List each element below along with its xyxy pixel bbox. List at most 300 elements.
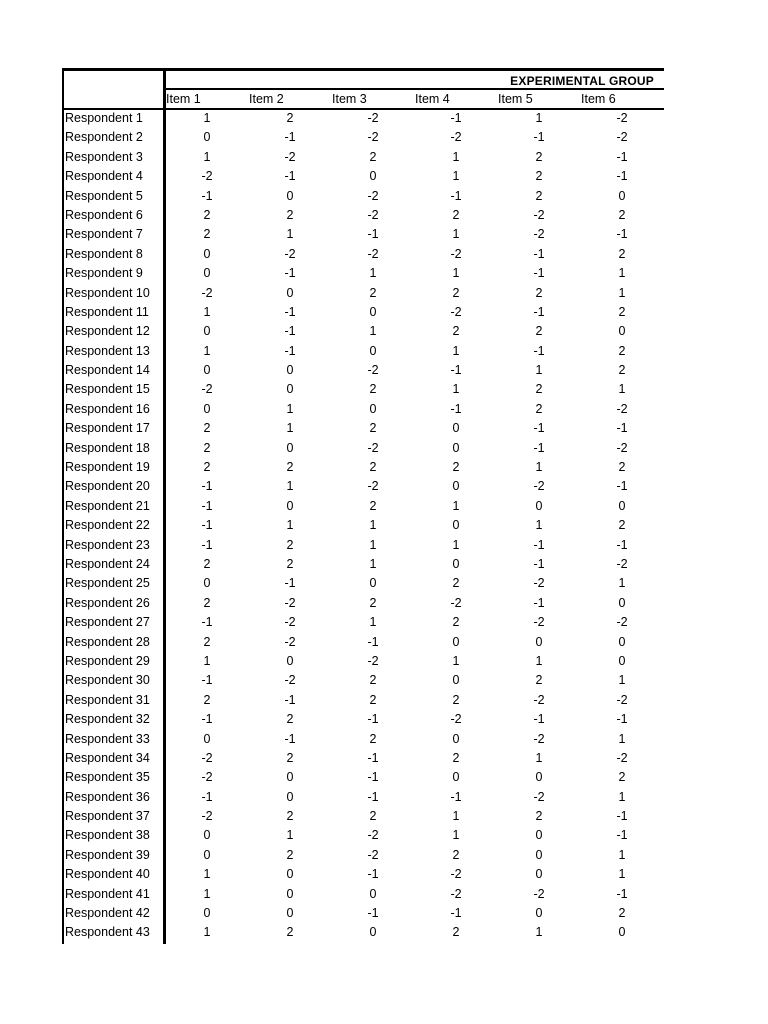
- table-cell: 2: [618, 770, 626, 785]
- table-cell: -1: [533, 595, 545, 610]
- table-cell: 0: [452, 421, 460, 436]
- table-cell: 0: [286, 382, 294, 397]
- table-cell: 2: [618, 246, 626, 261]
- table-cell: 2: [535, 188, 543, 203]
- table-row: [62, 167, 664, 186]
- row-label: Respondent 38: [65, 828, 150, 843]
- table-cell: 2: [369, 285, 377, 300]
- row-label: Respondent 13: [65, 343, 150, 358]
- table-row: [62, 400, 664, 419]
- table-cell: -2: [533, 789, 545, 804]
- table-cell: 1: [452, 169, 460, 184]
- table-cell: 0: [369, 925, 377, 940]
- column-header-item-1: Item 1: [166, 92, 201, 106]
- table-cell: 2: [286, 460, 294, 475]
- table-row: [62, 865, 664, 884]
- table-cell: 1: [452, 653, 460, 668]
- table-cell: 0: [286, 498, 294, 513]
- table-cell: 2: [535, 285, 543, 300]
- table-cell: -2: [201, 169, 213, 184]
- table-cell: 0: [369, 886, 377, 901]
- table-cell: 2: [203, 421, 211, 436]
- table-row: [62, 128, 664, 147]
- table-cell: 1: [286, 227, 294, 242]
- table-cell: 0: [369, 304, 377, 319]
- table-cell: 0: [452, 556, 460, 571]
- table-cell: 1: [452, 809, 460, 824]
- table-cell: 2: [452, 285, 460, 300]
- table-cell: 2: [203, 556, 211, 571]
- table-cell: -1: [201, 498, 213, 513]
- table-cell: 0: [535, 847, 543, 862]
- table-row: [62, 439, 664, 458]
- table-cell: 0: [369, 576, 377, 591]
- table-cell: -1: [367, 227, 379, 242]
- table-cell: 1: [369, 324, 377, 339]
- row-label: Respondent 29: [65, 653, 150, 668]
- table-cell: 2: [203, 595, 211, 610]
- table-cell: 0: [203, 731, 211, 746]
- table-row: [62, 477, 664, 496]
- column-header-row: [62, 90, 664, 109]
- row-label: Respondent 16: [65, 401, 150, 416]
- table-cell: 1: [618, 731, 626, 746]
- table-cell: 2: [369, 421, 377, 436]
- row-label: Respondent 2: [65, 130, 143, 145]
- table-cell: 2: [452, 576, 460, 591]
- table-row: [62, 187, 664, 206]
- table-cell: 0: [535, 867, 543, 882]
- table-cell: -1: [533, 343, 545, 358]
- row-label: Respondent 19: [65, 460, 150, 475]
- table-cell: -1: [367, 906, 379, 921]
- table-cell: 1: [535, 925, 543, 940]
- table-cell: -2: [450, 130, 462, 145]
- row-label: Respondent 41: [65, 886, 150, 901]
- table-cell: -2: [533, 692, 545, 707]
- column-header-item-3: Item 3: [332, 92, 367, 106]
- table-row: [62, 458, 664, 477]
- table-cell: 2: [452, 324, 460, 339]
- table-cell: 2: [452, 207, 460, 222]
- table-cell: 2: [369, 382, 377, 397]
- table-cell: 1: [535, 460, 543, 475]
- table-cell: -2: [450, 886, 462, 901]
- table-cell: -1: [616, 227, 628, 242]
- table-row: [62, 574, 664, 593]
- table-row: [62, 322, 664, 341]
- table-cell: 1: [203, 149, 211, 164]
- table-cell: -2: [616, 130, 628, 145]
- table-cell: 1: [618, 673, 626, 688]
- table-cell: 2: [369, 149, 377, 164]
- table-cell: -2: [201, 750, 213, 765]
- table-cell: 0: [618, 324, 626, 339]
- table-cell: 2: [286, 925, 294, 940]
- table-cell: 1: [286, 479, 294, 494]
- column-header-item-2: Item 2: [249, 92, 284, 106]
- table-cell: -2: [450, 304, 462, 319]
- table-cell: -2: [284, 634, 296, 649]
- table-cell: -1: [284, 169, 296, 184]
- table-cell: 2: [452, 460, 460, 475]
- table-row: [62, 361, 664, 380]
- table-cell: 2: [369, 673, 377, 688]
- table-cell: 1: [369, 615, 377, 630]
- row-label: Respondent 32: [65, 712, 150, 727]
- row-label: Respondent 43: [65, 925, 150, 940]
- table-cell: 0: [535, 770, 543, 785]
- table-cell: -1: [284, 266, 296, 281]
- table-cell: -2: [616, 556, 628, 571]
- table-cell: 1: [535, 363, 543, 378]
- table-row: [62, 264, 664, 283]
- table-cell: 0: [452, 770, 460, 785]
- table-cell: -2: [367, 188, 379, 203]
- row-label: Respondent 3: [65, 149, 143, 164]
- table-cell: -1: [533, 266, 545, 281]
- table-cell: -2: [367, 111, 379, 125]
- table-cell: -1: [450, 111, 462, 125]
- table-cell: 1: [369, 556, 377, 571]
- table-cell: -1: [450, 789, 462, 804]
- table-row: [62, 885, 664, 904]
- row-label: Respondent 26: [65, 595, 150, 610]
- table-cell: 2: [203, 440, 211, 455]
- row-label: Respondent 20: [65, 479, 150, 494]
- row-label: Respondent 7: [65, 227, 143, 242]
- table-cell: 2: [203, 460, 211, 475]
- row-label: Respondent 37: [65, 809, 150, 824]
- table-cell: 0: [618, 925, 626, 940]
- table-cell: 1: [452, 266, 460, 281]
- table-cell: -1: [533, 246, 545, 261]
- table-cell: -2: [616, 111, 628, 125]
- table-cell: 0: [286, 906, 294, 921]
- table-cell: -1: [616, 149, 628, 164]
- table-cell: 1: [452, 343, 460, 358]
- row-label: Respondent 14: [65, 363, 150, 378]
- table-row: [62, 710, 664, 729]
- column-header-item-4: Item 4: [415, 92, 450, 106]
- table-cell: 1: [286, 401, 294, 416]
- table-cell: -2: [616, 750, 628, 765]
- row-label: Respondent 31: [65, 692, 150, 707]
- table-cell: 1: [618, 576, 626, 591]
- row-label: Respondent 12: [65, 324, 150, 339]
- table-cell: 0: [286, 285, 294, 300]
- table-cell: -2: [450, 712, 462, 727]
- table-cell: 1: [203, 343, 211, 358]
- table-cell: 1: [203, 886, 211, 901]
- table-cell: 2: [535, 169, 543, 184]
- table-cell: 1: [618, 382, 626, 397]
- table-cell: 2: [286, 809, 294, 824]
- table-cell: -2: [367, 847, 379, 862]
- table-cell: 1: [286, 518, 294, 533]
- row-label: Respondent 30: [65, 673, 150, 688]
- table-cell: 0: [618, 634, 626, 649]
- table-cell: -2: [616, 692, 628, 707]
- table-cell: -1: [201, 188, 213, 203]
- row-label: Respondent 33: [65, 731, 150, 746]
- table-cell: -1: [201, 712, 213, 727]
- table-cell: -2: [367, 479, 379, 494]
- table-cell: 0: [618, 653, 626, 668]
- table-cell: -1: [284, 731, 296, 746]
- table-cell: -2: [533, 886, 545, 901]
- table-cell: 1: [618, 266, 626, 281]
- table-cell: 2: [452, 847, 460, 862]
- table-cell: -1: [367, 750, 379, 765]
- table-cell: 0: [369, 169, 377, 184]
- table-cell: -1: [616, 537, 628, 552]
- row-label: Respondent 24: [65, 556, 150, 571]
- table-cell: 1: [535, 111, 543, 125]
- table-cell: -1: [450, 906, 462, 921]
- row-label: Respondent 21: [65, 498, 150, 513]
- table-cell: 0: [203, 130, 211, 145]
- table-row: [62, 633, 664, 652]
- row-label: Respondent 36: [65, 789, 150, 804]
- table-cell: 2: [535, 149, 543, 164]
- table-cell: 1: [618, 867, 626, 882]
- table-cell: 2: [369, 595, 377, 610]
- table-cell: 1: [452, 828, 460, 843]
- table-cell: 0: [203, 324, 211, 339]
- table-cell: 2: [452, 750, 460, 765]
- column-header-item-5: Item 5: [498, 92, 533, 106]
- table-cell: 0: [618, 498, 626, 513]
- table-row: [62, 555, 664, 574]
- table-cell: 0: [203, 847, 211, 862]
- table-cell: 1: [203, 653, 211, 668]
- table-cell: 2: [452, 615, 460, 630]
- table-cell: 0: [535, 906, 543, 921]
- row-label: Respondent 15: [65, 382, 150, 397]
- table-cell: 2: [535, 382, 543, 397]
- table-cell: 2: [535, 401, 543, 416]
- table-cell: -2: [284, 615, 296, 630]
- table-cell: 0: [369, 401, 377, 416]
- table-row: [62, 536, 664, 555]
- table-cell: 0: [286, 188, 294, 203]
- table-cell: -1: [616, 809, 628, 824]
- table-cell: -1: [533, 440, 545, 455]
- table-cell: 2: [452, 692, 460, 707]
- table-cell: -2: [533, 479, 545, 494]
- row-label: Respondent 25: [65, 576, 150, 591]
- group-title: EXPERIMENTAL GROUP: [510, 74, 654, 88]
- row-label: Respondent 22: [65, 518, 150, 533]
- row-label: Respondent 11: [65, 304, 149, 319]
- table-cell: -1: [533, 712, 545, 727]
- table-cell: -1: [616, 479, 628, 494]
- table-cell: 2: [535, 324, 543, 339]
- table-cell: 1: [535, 750, 543, 765]
- table-row: [62, 516, 664, 535]
- row-label: Respondent 18: [65, 440, 150, 455]
- table-cell: 0: [286, 363, 294, 378]
- table-row: [62, 419, 664, 438]
- table-cell: 0: [286, 867, 294, 882]
- table-cell: -1: [533, 537, 545, 552]
- table-cell: -2: [367, 440, 379, 455]
- table-cell: -1: [201, 537, 213, 552]
- table-cell: 2: [203, 692, 211, 707]
- table-cell: 2: [452, 925, 460, 940]
- table-cell: 2: [618, 460, 626, 475]
- table-cell: -1: [367, 634, 379, 649]
- table-cell: 1: [452, 227, 460, 242]
- table-cell: 0: [203, 266, 211, 281]
- table-cell: 1: [618, 285, 626, 300]
- table-cell: 1: [369, 518, 377, 533]
- table-cell: -1: [533, 304, 545, 319]
- table-row: [62, 807, 664, 826]
- table-cell: -1: [450, 401, 462, 416]
- table-cell: -2: [284, 673, 296, 688]
- table-cell: 0: [203, 906, 211, 921]
- table-cell: 1: [286, 828, 294, 843]
- table-cell: 1: [203, 111, 211, 125]
- row-label: Respondent 1: [65, 111, 143, 125]
- table-row: [62, 148, 664, 167]
- row-label: Respondent 6: [65, 207, 143, 222]
- table-cell: 2: [203, 207, 211, 222]
- table-cell: 0: [452, 440, 460, 455]
- table-cell: 2: [286, 207, 294, 222]
- table-cell: -2: [367, 653, 379, 668]
- table-cell: 0: [286, 789, 294, 804]
- table-cell: -2: [533, 615, 545, 630]
- table-cell: -2: [533, 227, 545, 242]
- table-row: [62, 109, 664, 128]
- row-label: Respondent 23: [65, 537, 150, 552]
- table-cell: -2: [450, 867, 462, 882]
- table-row: [62, 380, 664, 399]
- table-cell: -2: [284, 246, 296, 261]
- table-cell: -2: [450, 595, 462, 610]
- table-cell: -2: [616, 440, 628, 455]
- table-cell: -2: [201, 809, 213, 824]
- table-cell: 1: [535, 518, 543, 533]
- table-cell: 2: [618, 518, 626, 533]
- table-cell: -1: [533, 421, 545, 436]
- table-cell: 0: [535, 498, 543, 513]
- table-cell: 2: [369, 460, 377, 475]
- table-row: [62, 768, 664, 787]
- table-cell: 1: [286, 421, 294, 436]
- table-cell: -1: [201, 518, 213, 533]
- table-cell: 1: [369, 537, 377, 552]
- table-cell: -1: [284, 576, 296, 591]
- table-row: [62, 749, 664, 768]
- row-label: Respondent 9: [65, 266, 143, 281]
- table-cell: 1: [203, 304, 211, 319]
- table-cell: -2: [201, 285, 213, 300]
- table-cell: 0: [535, 828, 543, 843]
- table-cell: 1: [535, 653, 543, 668]
- table-row: [62, 284, 664, 303]
- table-cell: -1: [616, 712, 628, 727]
- table-cell: -1: [367, 770, 379, 785]
- table-cell: 2: [369, 692, 377, 707]
- table-cell: -1: [533, 556, 545, 571]
- table-row: [62, 342, 664, 361]
- table-row: [62, 923, 664, 942]
- table-cell: 2: [286, 111, 294, 125]
- top-border: [62, 68, 664, 71]
- table-row: [62, 245, 664, 264]
- table-cell: 0: [203, 576, 211, 591]
- table-cell: -1: [450, 188, 462, 203]
- table-cell: -1: [616, 421, 628, 436]
- table-cell: 0: [286, 653, 294, 668]
- table-cell: -2: [201, 382, 213, 397]
- table-cell: 0: [452, 479, 460, 494]
- row-label: Respondent 28: [65, 634, 150, 649]
- table-cell: -1: [284, 343, 296, 358]
- table-cell: 2: [369, 498, 377, 513]
- row-label: Respondent 40: [65, 867, 150, 882]
- table-cell: -2: [201, 770, 213, 785]
- table-cell: 0: [535, 634, 543, 649]
- table-cell: -1: [450, 363, 462, 378]
- table-row: [62, 788, 664, 807]
- table-cell: 0: [452, 634, 460, 649]
- table-row: [62, 594, 664, 613]
- table-cell: 2: [618, 363, 626, 378]
- table-cell: -2: [616, 401, 628, 416]
- table-cell: 1: [203, 867, 211, 882]
- table-cell: -1: [284, 324, 296, 339]
- table-cell: -2: [284, 595, 296, 610]
- table-row: [62, 206, 664, 225]
- table-cell: 2: [618, 343, 626, 358]
- table-cell: -2: [533, 576, 545, 591]
- table-cell: -2: [367, 363, 379, 378]
- table-cell: -2: [533, 207, 545, 222]
- table-cell: 2: [618, 207, 626, 222]
- table-row: [62, 303, 664, 322]
- table-cell: -1: [284, 304, 296, 319]
- table-cell: 0: [286, 770, 294, 785]
- table-row: [62, 846, 664, 865]
- table-cell: 2: [535, 673, 543, 688]
- column-header-item-6: Item 6: [581, 92, 616, 106]
- row-label: Respondent 35: [65, 770, 150, 785]
- table-cell: 0: [452, 673, 460, 688]
- row-label: Respondent 4: [65, 169, 143, 184]
- table-cell: 0: [452, 731, 460, 746]
- table-cell: 0: [618, 595, 626, 610]
- table-cell: 1: [618, 847, 626, 862]
- table-row: [62, 225, 664, 244]
- table-cell: -1: [367, 789, 379, 804]
- table-cell: 2: [203, 634, 211, 649]
- row-label: Respondent 27: [65, 615, 150, 630]
- table-cell: -1: [533, 130, 545, 145]
- table-row: [62, 730, 664, 749]
- table-cell: -1: [201, 615, 213, 630]
- row-label: Respondent 34: [65, 750, 150, 765]
- table-cell: -2: [367, 130, 379, 145]
- table-cell: 0: [203, 363, 211, 378]
- table-cell: 2: [286, 537, 294, 552]
- row-label: Respondent 5: [65, 188, 143, 203]
- table-cell: -2: [367, 828, 379, 843]
